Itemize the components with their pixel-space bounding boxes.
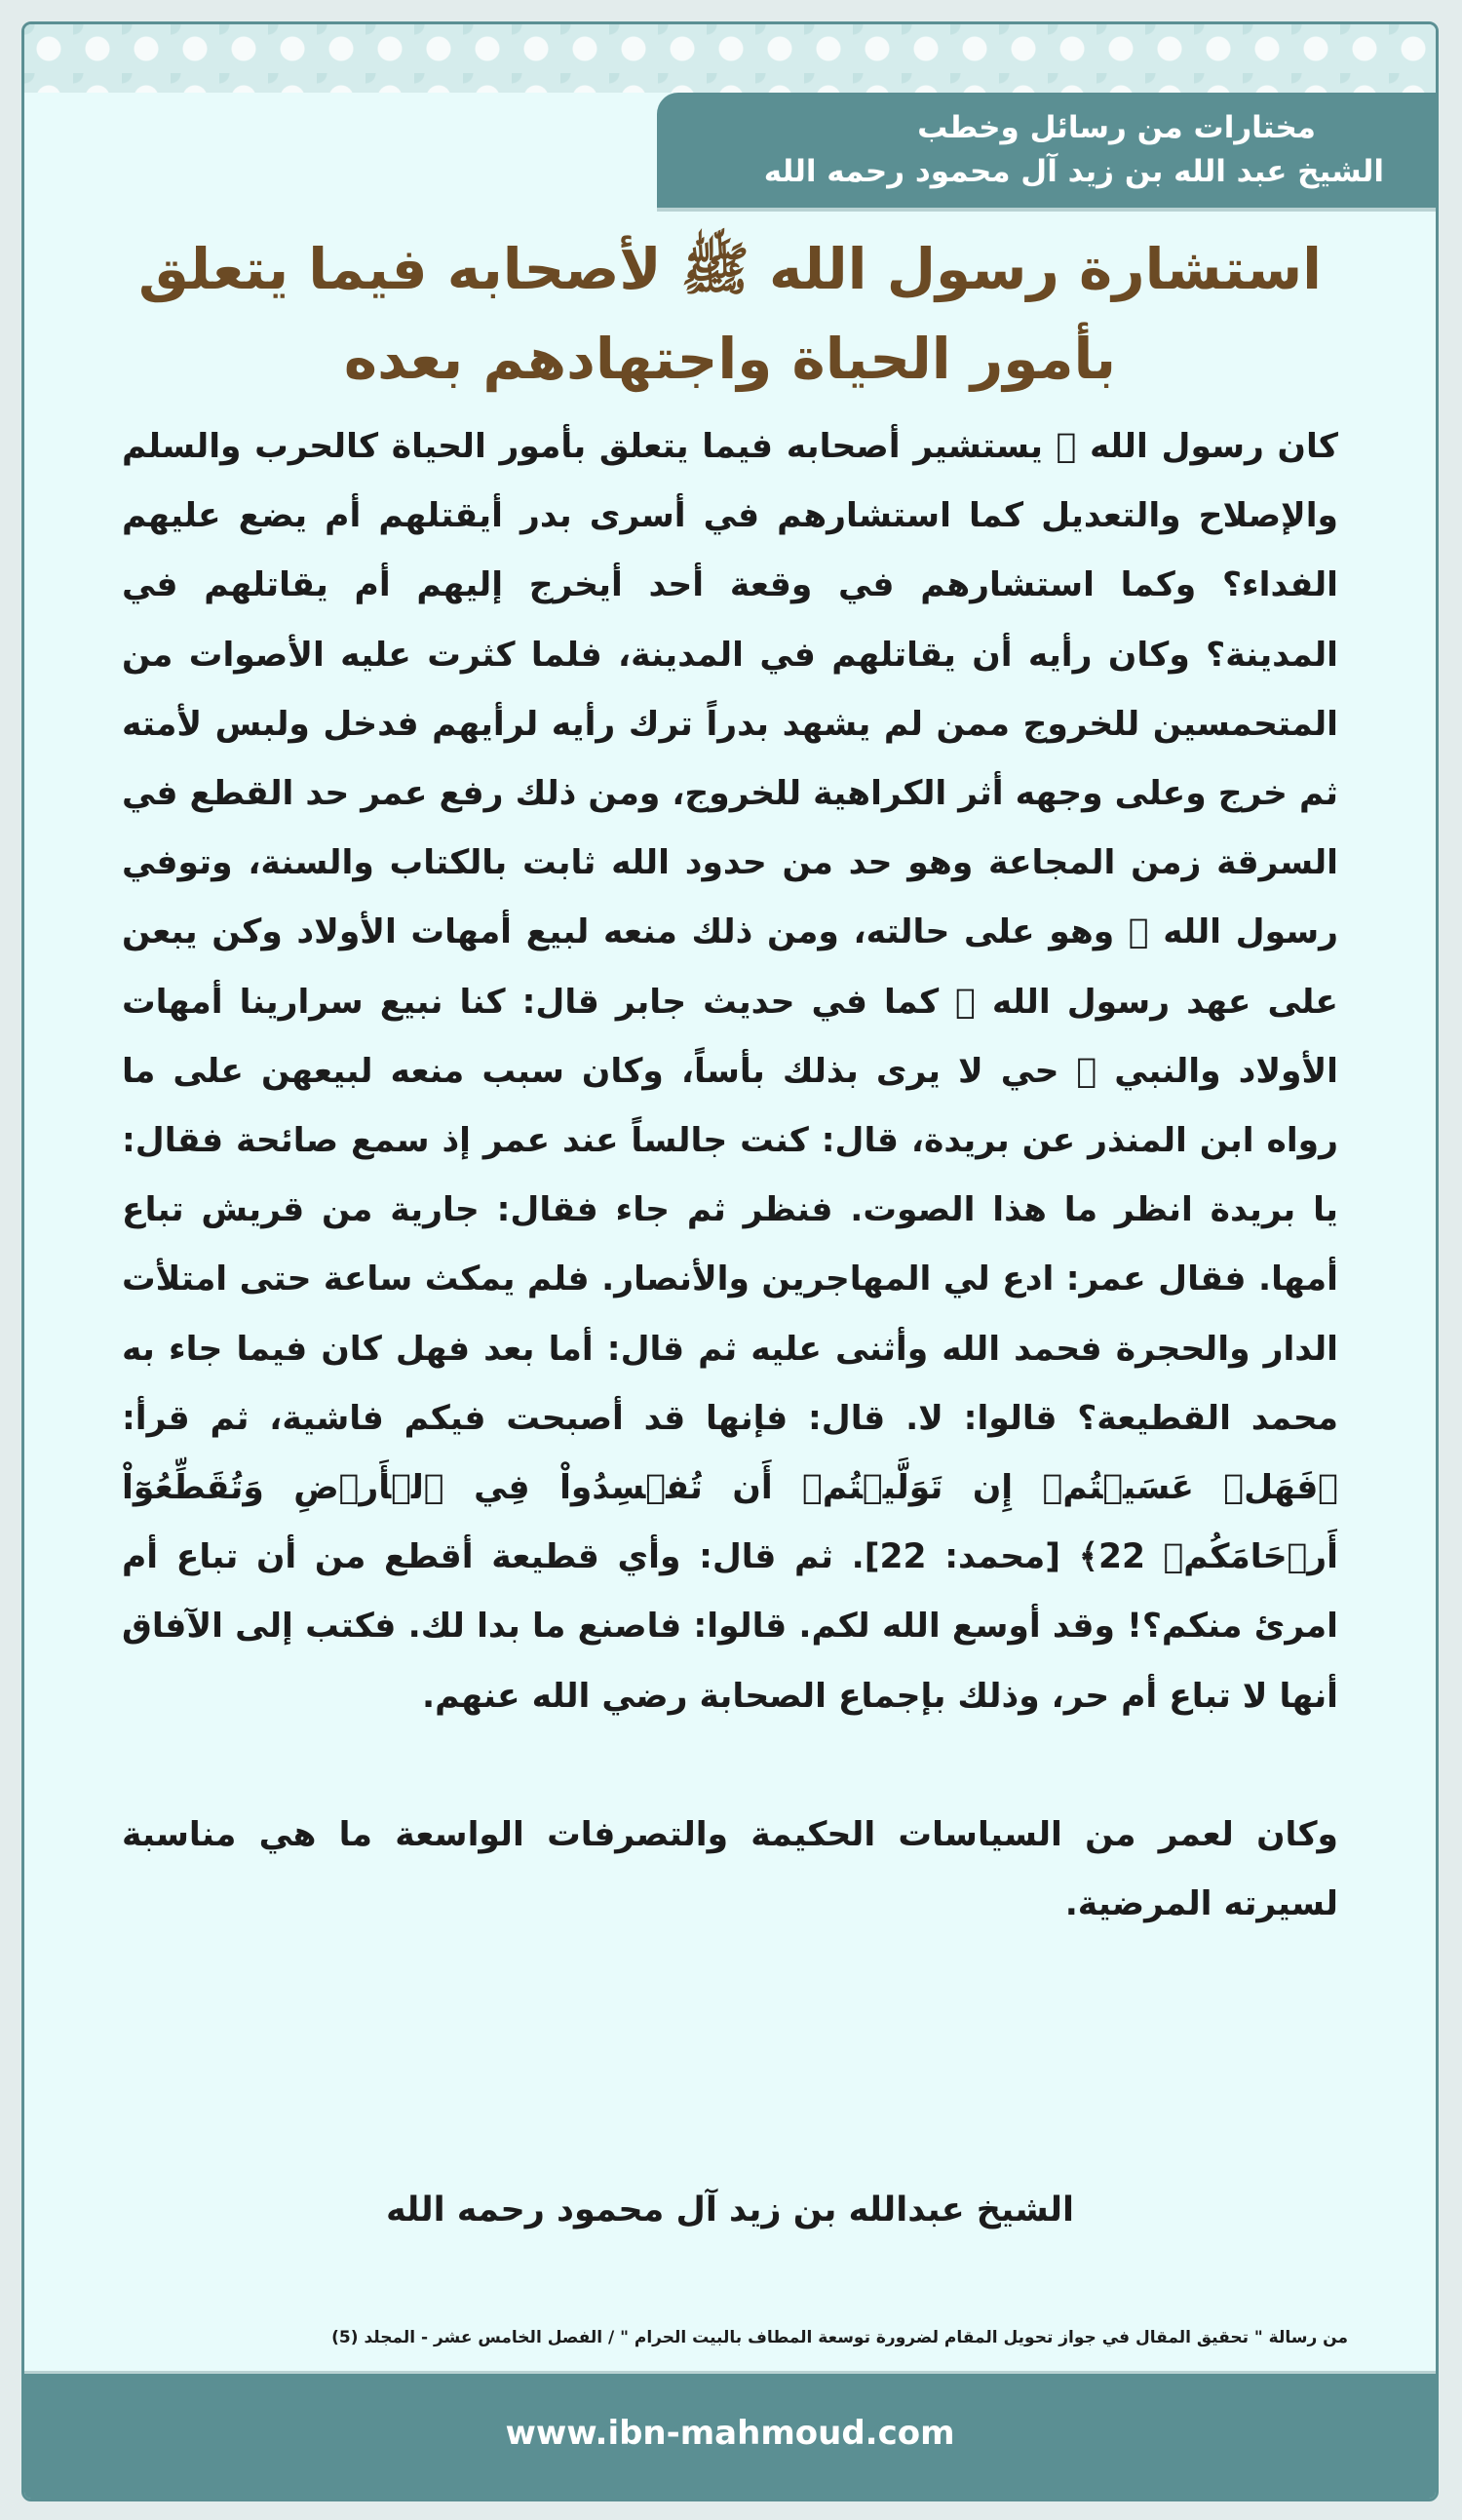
- author-signature: الشيخ عبدالله بن زيد آل محمود رحمه الله: [385, 2190, 1075, 2229]
- decorative-pattern: [24, 24, 1436, 93]
- source-note: من رسالة " تحقيق المقال في جواز تحويل المقام لضرورة توسعة المطاف بالبيت الحرام " / الفصل الخامس عشر - المجلد (5): [331, 2328, 1348, 2347]
- article-title-line1: استشارة رسول الله ﷺ لأصحابه فيما يتعلق: [137, 236, 1323, 302]
- body-paragraph-1: كان رسول الله ﷺ يستشير أصحابه فيما يتعلق بأمور الحياة كالحرب والسلم والإصلاح والتعديل كما استشارهم في أسرى بدر أيقتلهم أم يضع عليهم الفداء؟ وكما استشارهم في وقعة أحد أيخرج إليهم أم يقاتلهم في المدينة؟ وكان رأيه أن يقاتلهم في المدينة، فلما كثرت عليه الأصوات من المتحمسين للخروج ممن لم يشهد بدراً ترك رأيه لرأيهم فدخل ولبس لأمته ثم خرج وعلى وجهه أثر الكراهية للخروج، ومن ذلك رفع عمر حد القطع في السرقة زمن المجاعة وهو حد من حدود الله ثابت بالكتاب والسنة، وتوفي رسول الله ﷺ وهو على حالته، ومن ذلك منعه لبيع أمهات الأولاد وكن يبعن على عهد رسول الله ﷺ كما في حديث جابر قال: كنا نبيع سرارينا أمهات الأولاد والنبي ﷺ حي لا يرى بذلك بأساً، وكان سبب منعه لبيعهن على ما رواه ابن المنذر عن بريدة، قال: كنت جالساً عند عمر إذ سمع صائحة فقال: يا بريدة انظر ما هذا الصوت. فنظر ثم جاء فقال: جارية من قريش تباع أمها. فقال عمر: ادع لي المهاجرين والأنصار. فلم يمكث ساعة حتى امتلأت الدار والحجرة فحمد الله وأثنى عليه ثم قال: أما بعد فهل كان فيما جاء به محمد القطيعة؟ قالوا: لا. قال: فإنها قد أصبحت فيكم فاشية، ثم قرأ: ﴿فَهَلۡ عَسَيۡتُمۡ إِن تَوَلَّيۡتُمۡ أَن تُفۡسِدُواْ فِي ٱلۡأَرۡضِ وَتُقَطِّعُوٓاْ أَرۡحَامَكُمۡ 22﴾ [محمد: 22]. ثم قال: وأي قطيعة أقطع من أن تباع أم امرئ منكم؟! وقد أوسع الله لكم. قالوا: فاصنع ما بدا لك. فكتب إلى الآفاق أنها لا تباع أم حر، وذلك بإجماع الصحابة رضي الله عنهم.: [122, 427, 1338, 1716]
- article-card: [21, 21, 1439, 2501]
- series-header-line2: الشيخ عبد الله بن زيد آل محمود رحمه الله: [763, 154, 1384, 189]
- body-paragraph-2: وكان لعمر من السياسات الحكيمة والتصرفات الواسعة ما هي مناسبة لسيرته المرضية.: [122, 1814, 1338, 1924]
- footer-band: [24, 2371, 1436, 2499]
- series-header-line1: مختارات من رسائل وخطب: [917, 110, 1316, 145]
- series-header: [663, 106, 1384, 194]
- website-link[interactable]: www.ibn-mahmoud.com: [505, 2414, 955, 2453]
- article-title: [102, 224, 1358, 404]
- header-band: [657, 93, 1439, 208]
- article-body: [122, 412, 1338, 1939]
- article-title-line2: بأمور الحياة واجتهادهم بعده: [343, 326, 1117, 392]
